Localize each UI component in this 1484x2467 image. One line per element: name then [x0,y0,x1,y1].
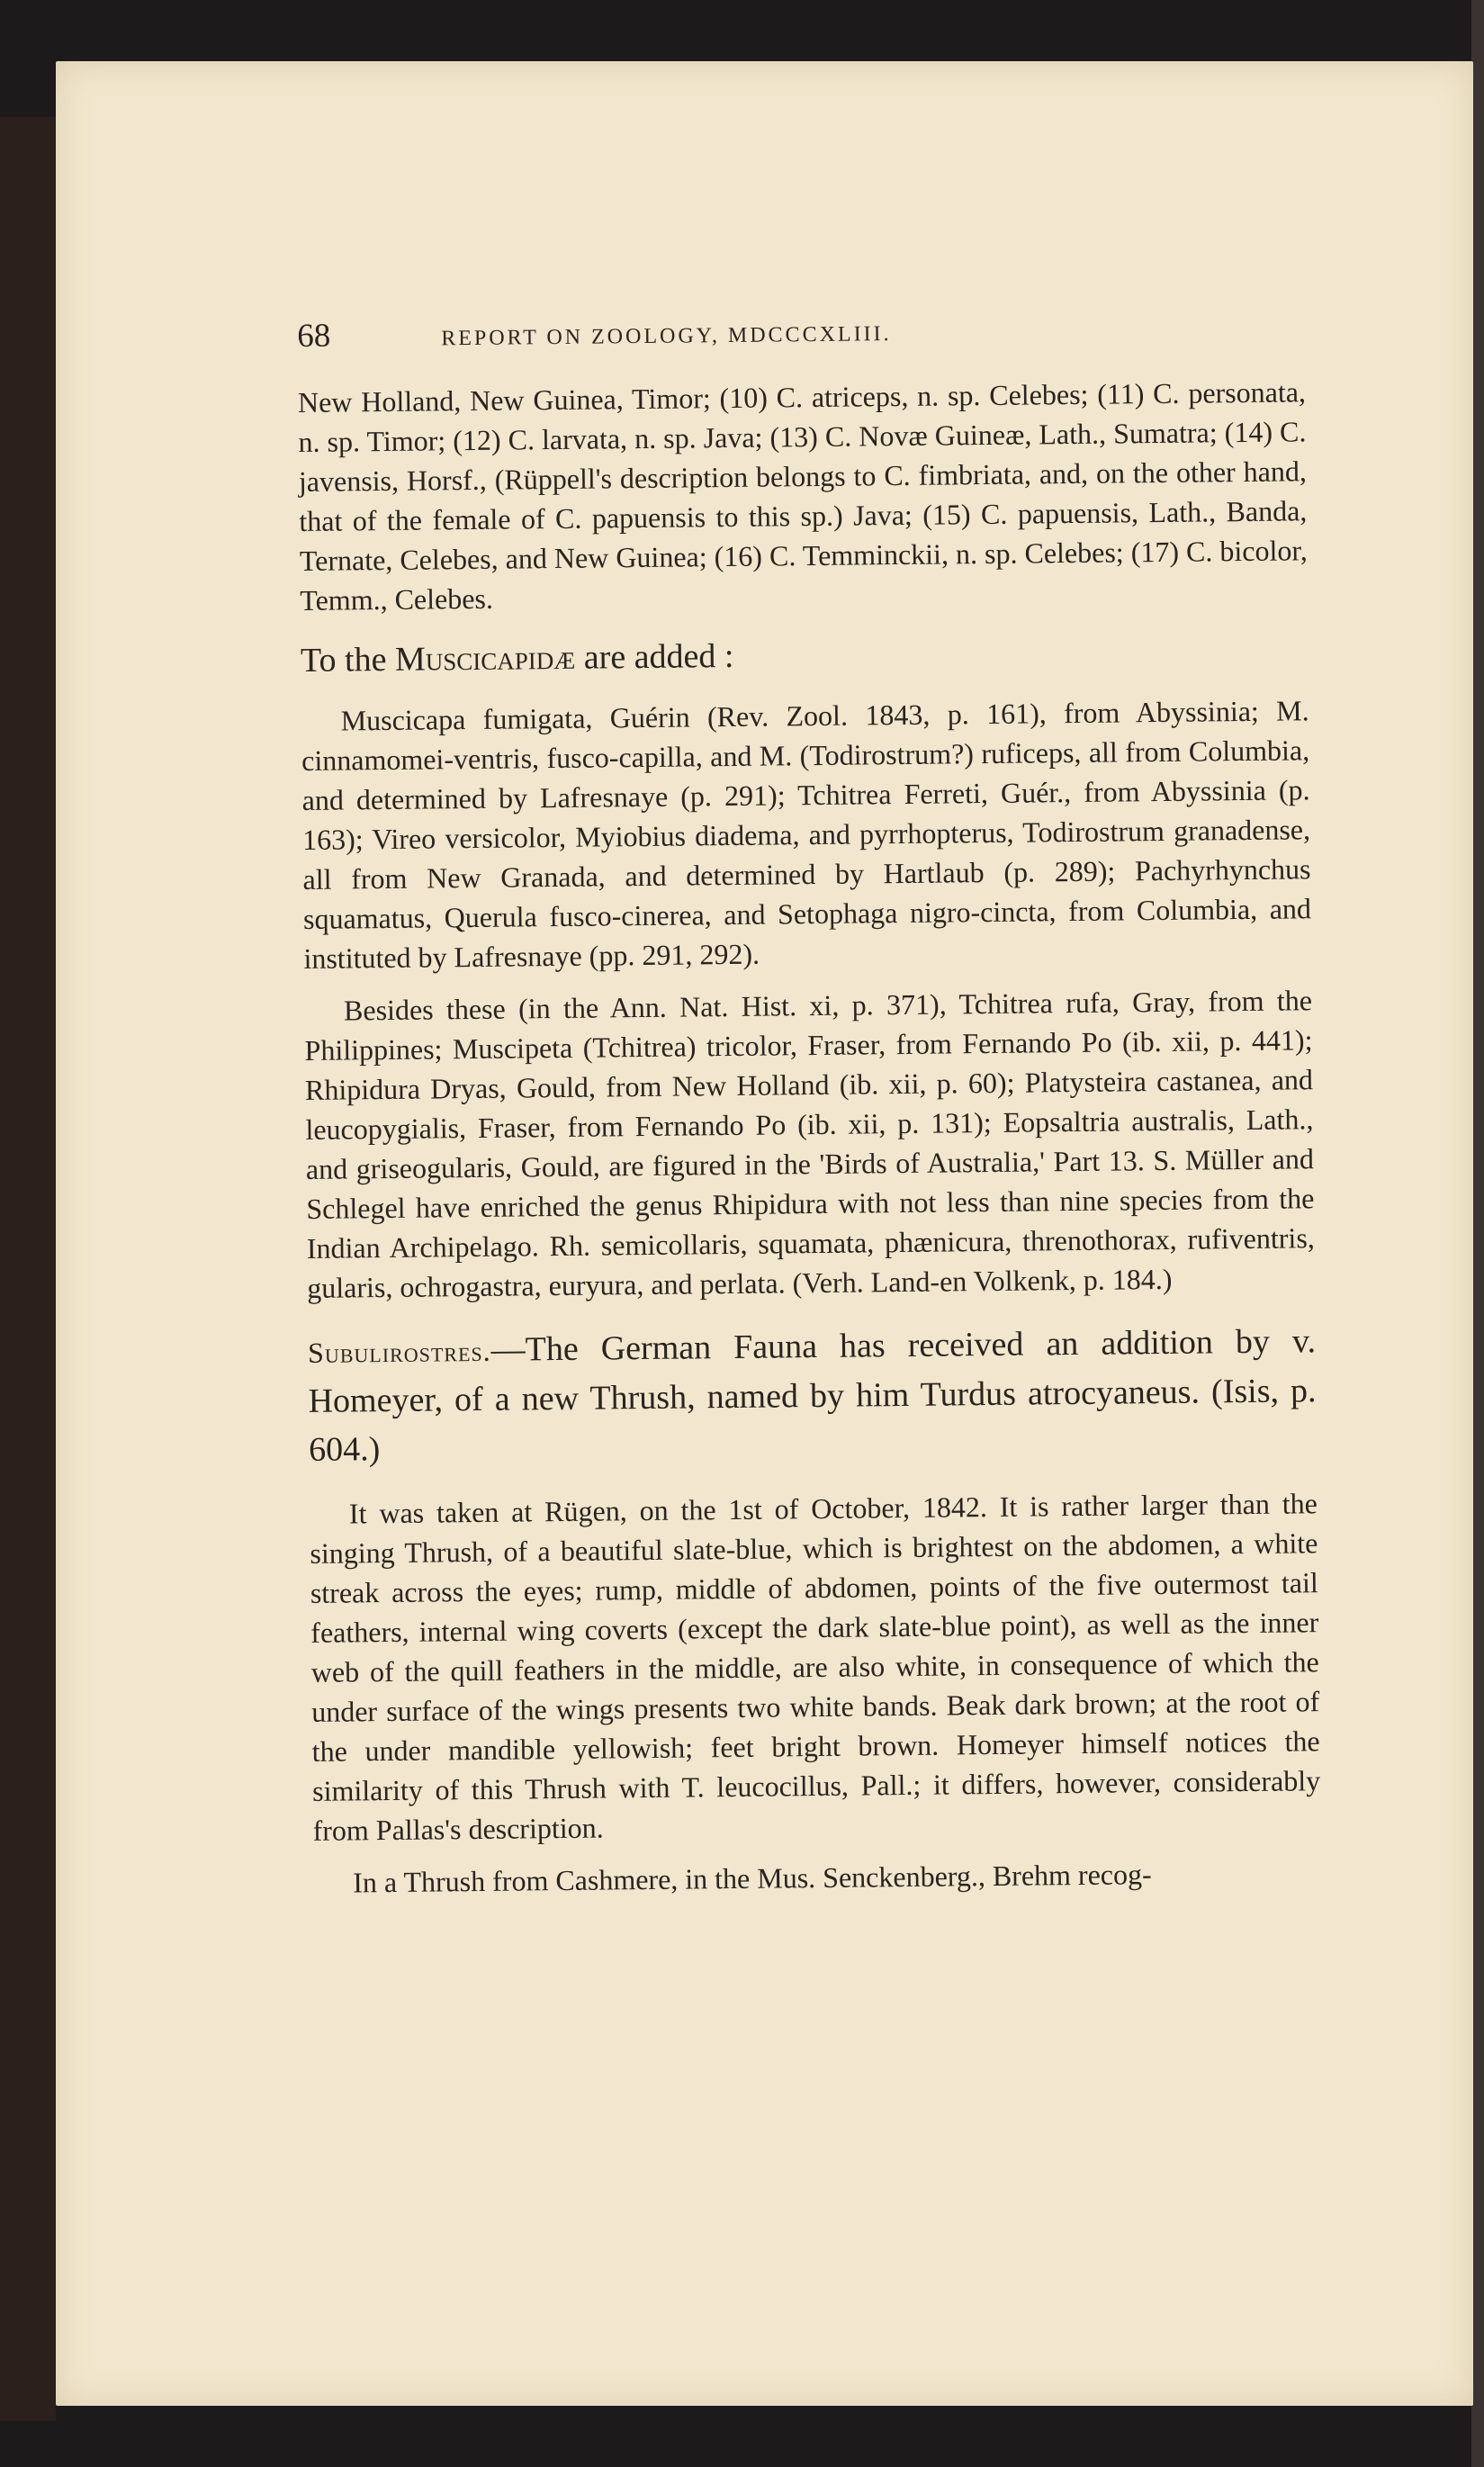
heading-family: Muscicapidæ [394,638,576,679]
paragraph-5: In a Thrush from Cashmere, in the Mus. Senckenberg., Brehm recog- [353,1858,1152,1899]
paragraph-1: New Holland, New Guinea, Timor; (10) C. atriceps, n. sp. Celebes; (11) C. personata, n. sp. Timor; (12) C. larvata, n. sp. Java; (13) C. Novæ Guineæ, Lath., Sumatra; (14) C. javensis, Horsf., (Rüppell's description belongs to C. fimbriata, and, on the other hand, that of the female of C. papuensis to this sp.) Java; (15) C. papuensis, Lath., Banda, Ternate, Celebes, and New Guinea; (16) C. Temminckii, n. sp. Celebes; (17) C. bicolor, Temm., Celebes. [297,375,1308,617]
paragraph-2: Muscicapa fumigata, Guérin (Rev. Zool. 1843, p. 161), from Abyssinia; M. cinnamomei-ventris, fusco-capilla, and M. (Todirostrum?) ruficeps, all from Columbia, and determined by Lafresnaye (p. 291); Tchitrea Ferreti, Guér., from Abyssinia (p. 163); Vireo versicolor, Myiobius diadema, and pyrrhopterus, Todirostrum granadense, all from New Granada, and determined by Hartlaub (p. 289); Pachyrhynchus squamatus, Querula fusco-cinerea, and Setophaga nigro-cincta, from Columbia, and instituted by Lafresnaye (pp. 291, 292). [301,694,1312,975]
paragraph-3: Besides these (in the Ann. Nat. Hist. xi, p. 371), Tchitrea rufa, Gray, from the Philippines; Muscipeta (Tchitrea) tricolor, Fraser, from Fernando Po (ib. xii, p. 441); Rhipidura Dryas, Gould, from New Holland (ib. xii, p. 60); Platysteira castanea, and leucopygialis, Fraser, from Fernando Po (ib. xii, p. 131); Eopsaltria australis, Lath., and griseogularis, Gould, are figured in the 'Birds of Australia,' Part 13. S. Müller and Schlegel have enriched the genus Rhipidura with not less than nine species from the Indian Archipelago. Rh. semicollaris, squamata, phænicura, threnothorax, rufiventris, gularis, ochrogastra, euryura, and perlata. (Verh. Land-en Volkenk, p. 184.) [304,984,1315,1304]
subulirostres-paragraph [308,1317,1318,1474]
running-head: REPORT ON ZOOLOGY, MDCCCXLIII. [441,322,892,351]
subulirostres-label: Subulirostres. [307,1334,491,1369]
subulirostres-text: —The German Fauna has received an addition by v. Homeyer, of a new Thrush, named by him Turdus atrocyaneus. (Isis, p. 604.) [308,1322,1317,1469]
heading-suffix: are added : [583,636,734,677]
page-number: 68 [297,317,331,355]
page-text [297,306,1321,1903]
heading-muscicapidae [301,627,1309,683]
book-edge [1471,0,1484,2467]
heading-prefix: To the [300,640,387,680]
book-spine-shadow [0,117,56,2421]
paragraph-4: It was taken at Rügen, on the 1st of October, 1842. It is rather larger than the singing Thrush, of a beautiful slate-blue, which is brightest on the abdomen, a white streak across the eyes; rump, middle of abdomen, points of the five outermost tail feathers, internal wing coverts (except the dark slate-blue point), as well as the inner web of the quill feathers in the middle, are also white, in consequence of which the under surface of the wings presents two white bands. Beak dark brown; at the root of the under mandible yellowish; feet bright brown. Homeyer himself notices the similarity of this Thrush with T. leucocillus, Pall.; it differs, however, considerably from Pallas's description. [310,1487,1321,1847]
